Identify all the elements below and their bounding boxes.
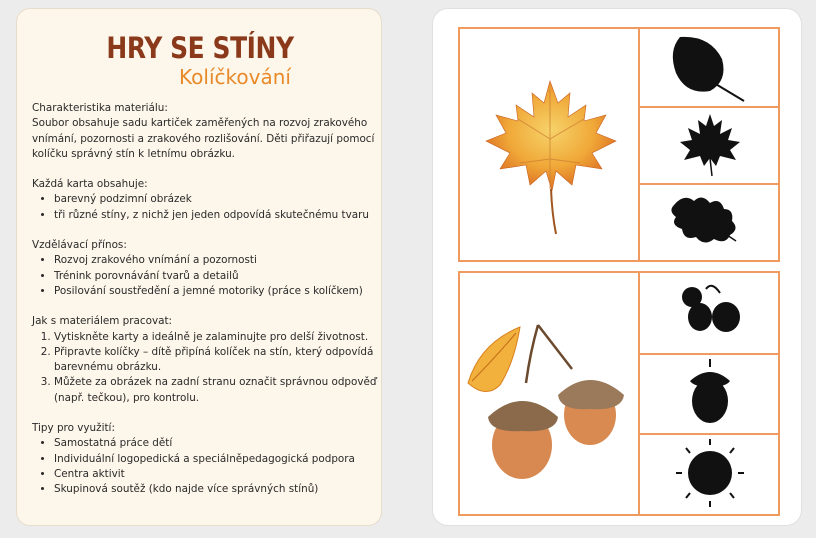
- list-item: • barevný podzimní obrázek: [54, 192, 377, 207]
- howto-list: [32, 330, 377, 406]
- list-item: 1. Vytiskněte karty a ideálně je zalaminujte pro delší životnost.: [54, 330, 377, 345]
- list-item: • Skupinová soutěž (kdo najde více správných stínů): [54, 482, 377, 497]
- list-item: • Individuální logopedická a speciálněpedagogická podpora: [54, 452, 377, 467]
- shadow-card-maple: [458, 27, 780, 262]
- card-contents-list: [32, 192, 377, 223]
- acorn-cluster-shadow-icon[interactable]: [640, 273, 778, 355]
- benefits-heading: Vzdělávací přínos:: [32, 239, 127, 252]
- maple-leaf-illustration: [460, 29, 640, 260]
- oak-leaf-shadow-icon[interactable]: [640, 183, 778, 260]
- shadow-options: [640, 29, 778, 260]
- page-title: HRY SE STÍNY: [106, 31, 294, 65]
- benefits-list: [32, 253, 377, 299]
- list-item: • Samostatná práce dětí: [54, 436, 377, 451]
- oval-leaf-shadow-icon[interactable]: [640, 29, 778, 108]
- list-item: • Trénink porovnávání tvarů a detailů: [54, 269, 377, 284]
- shadow-card-acorns: [458, 271, 780, 516]
- list-item: • Rozvoj zrakového vnímání a pozornosti: [54, 253, 377, 268]
- description-text: [32, 101, 377, 498]
- shadow-options: [640, 273, 778, 514]
- list-item: • Posilování soustředění a jemné motoriky (práce s kolíčkem): [54, 284, 377, 299]
- howto-heading: Jak s materiálem pracovat:: [32, 315, 173, 328]
- list-item: • tři různé stíny, z nichž jen jeden odpovídá skutečnému tvaru: [54, 208, 377, 223]
- list-item: 3. Můžete za obrázek na zadní stranu označit správnou odpověď (např. tečkou), pro kontrolu.: [54, 375, 377, 406]
- tips-heading: Tipy pro využití:: [32, 422, 115, 435]
- list-item: • Centra aktivit: [54, 467, 377, 482]
- material-heading: Charakteristika materiálu:: [32, 102, 168, 114]
- single-acorn-shadow-icon[interactable]: [640, 353, 778, 435]
- material-text: Soubor obsahuje sadu kartiček zaměřených na rozvoj zrakového vnímání, pozornosti a zrakového rozlišování. Děti přiřazují pomocí kolíčku správný stín k letnímu obrázku.: [32, 117, 375, 160]
- chestnut-shadow-icon[interactable]: [640, 433, 778, 513]
- maple-leaf-shadow-icon[interactable]: [640, 106, 778, 185]
- tips-list: [32, 436, 377, 497]
- page-subtitle: Kolíčkování: [179, 65, 291, 89]
- list-item: 2. Připravte kolíčky – dítě připíná kolíček na stín, který odpovídá barevnému obrázku.: [54, 345, 377, 376]
- acorns-illustration: [460, 273, 640, 514]
- card-contents-heading: Každá karta obsahuje:: [32, 178, 148, 191]
- description-panel: [16, 8, 382, 526]
